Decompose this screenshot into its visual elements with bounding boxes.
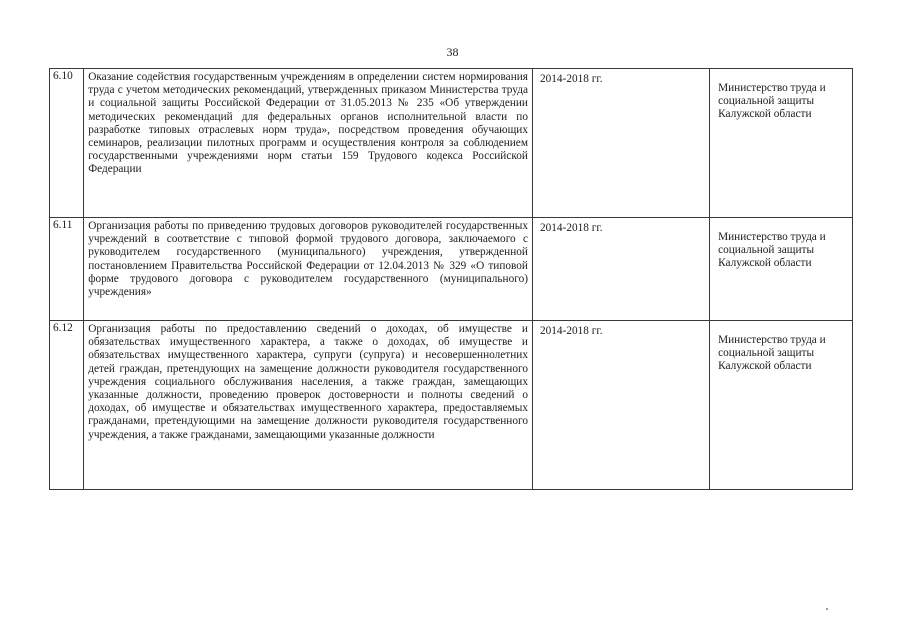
responsible-executor: Министерство труда и социальной защиты Калужской области (710, 218, 853, 321)
row-number: 6.12 (50, 321, 84, 490)
responsible-executor: Министерство труда и социальной защиты Калужской области (710, 321, 853, 490)
table-row (50, 218, 853, 321)
page-number: 38 (446, 45, 459, 59)
measure-description: Организация работы по предоставлению сведений о доходах, об имуществе и обязательствах имущественного характера, а также о доходах, об имуществе и обязательствах имущественного характера, супруги (супруга) и несовершеннолетних детей граждан, претендующих на замещение должности руководителя государственного учреждения социального обслуживания населения, а также граждан, замещающих указанные должности, проведению проверок достоверности и полноты сведений о доходах, об имуществе и обязательствах имущественного характера, предоставляемых гражданами, претендующими на замещение должности руководителя государственного учреждения, а также гражданами, замещающими указанные должности (84, 321, 533, 490)
measure-description: Организация работы по приведению трудовых договоров руководителей государственных учреждений в соответствие с типовой формой трудового договора, заключаемого с руководителем государственного (муниципального) учреждения, утвержденной постановлением Правительства Российской Федерации от 12.04.2013 № 329 «О типовой форме трудового договора с руководителем государственного (муниципального) учреждения» (84, 218, 533, 321)
implementation-period: 2014-2018 гг. (532, 69, 709, 218)
measure-description: Оказание содействия государственным учреждениям в определении систем нормирования труда с учетом методических рекомендаций, утвержденных приказом Министерства труда и социальной защиты Российской Федерации от 31.05.2013 № 235 «Об утверждении методических рекомендаций для федеральных органов исполнительной власти по разработке типовых отраслевых норм труда», посредством проведения обучающих семинаров, реализации пилотных программ и осуществления контроля за соблюдением государственными учреждениями норм статьи 159 Трудового кодекса Российской Федерации (84, 69, 533, 218)
table-row (50, 69, 853, 218)
scan-speck (826, 608, 828, 610)
implementation-period: 2014-2018 гг. (532, 218, 709, 321)
table-row (50, 321, 853, 490)
measures-table (49, 68, 853, 490)
row-number: 6.10 (50, 69, 84, 218)
implementation-period: 2014-2018 гг. (532, 321, 709, 490)
responsible-executor: Министерство труда и социальной защиты Калужской области (710, 69, 853, 218)
row-number: 6.11 (50, 218, 84, 321)
